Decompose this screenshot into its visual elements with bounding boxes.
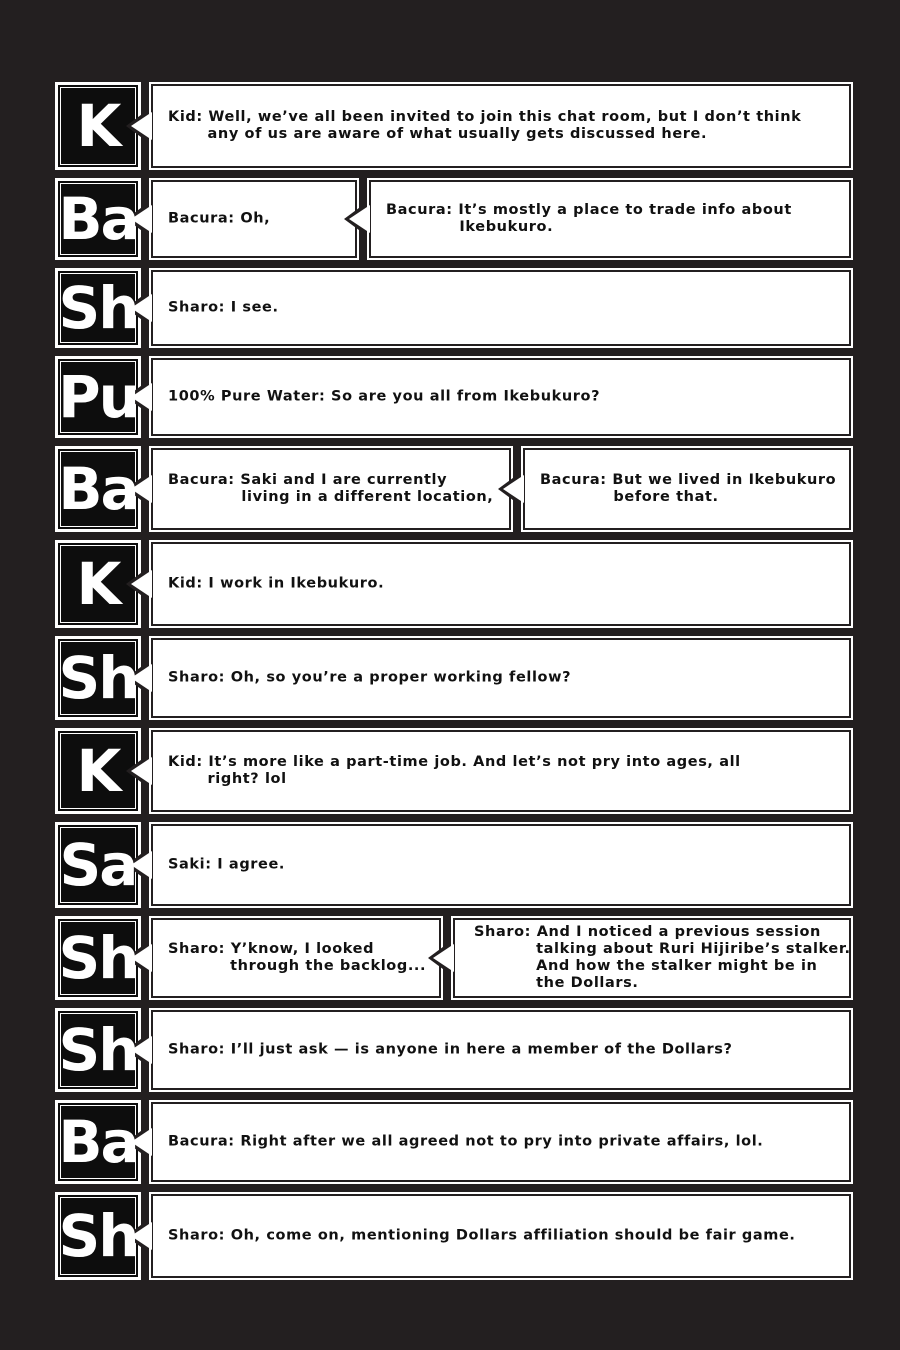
- message-text: Bacura: It’s mostly a place to trade info about Ikebukuro.: [386, 202, 792, 235]
- avatar: [55, 1008, 141, 1092]
- message-text: Bacura: Right after we all agreed not to pry into private affairs, lol.: [168, 1133, 764, 1150]
- message-bubble: [149, 82, 853, 170]
- chat-row: [55, 82, 853, 170]
- message-text: Sharo: Oh, come on, mentioning Dollars affiliation should be fair game.: [168, 1227, 796, 1244]
- avatar-initials: Sh: [58, 274, 138, 342]
- message-text: Sharo: And I noticed a previous session talking about Ruri Hijiribe’s stalker. And how the stalker might be in the Dollars.: [474, 924, 851, 991]
- message-bubble: [367, 178, 853, 260]
- chat-row: [55, 1192, 853, 1280]
- message-bubble: [149, 356, 853, 438]
- message-bubble: [149, 540, 853, 628]
- avatar-initials: Sa: [59, 831, 137, 899]
- avatar-initials: Ba: [58, 185, 138, 253]
- message-bubble: [149, 268, 853, 348]
- avatar: [55, 446, 141, 532]
- avatar-initials: K: [76, 737, 120, 805]
- avatar: [55, 822, 141, 908]
- chat-row: [55, 268, 853, 348]
- message-bubble: [149, 1008, 853, 1092]
- chat-row: [55, 1008, 853, 1092]
- message-text: Bacura: Oh,: [168, 210, 271, 227]
- chat-row: [55, 916, 853, 1000]
- chat-row: [55, 446, 853, 532]
- message-text: Sharo: I see.: [168, 299, 279, 316]
- avatar: [55, 268, 141, 348]
- message-text: Sharo: Oh, so you’re a proper working fellow?: [168, 669, 572, 686]
- chat-row: [55, 822, 853, 908]
- message-text: Sharo: I’ll just ask — is anyone in here a member of the Dollars?: [168, 1041, 733, 1058]
- message-text: Bacura: Saki and I are currently living in a different location,: [168, 472, 494, 505]
- message-text: Sharo: Y’know, I looked through the backlog...: [168, 941, 427, 974]
- message-text: Kid: I work in Ikebukuro.: [168, 575, 385, 592]
- avatar: [55, 1100, 141, 1184]
- chat-row: [55, 540, 853, 628]
- message-bubble: [149, 1100, 853, 1184]
- avatar: [55, 916, 141, 1000]
- avatar-initials: Ba: [58, 455, 138, 523]
- avatar-initials: Pu: [58, 363, 138, 431]
- avatar: [55, 636, 141, 720]
- message-bubble: [149, 178, 359, 260]
- avatar: [55, 356, 141, 438]
- chat-row: [55, 728, 853, 814]
- message-bubble: [149, 636, 853, 720]
- message-bubble: [149, 728, 853, 814]
- avatar-initials: Sh: [58, 924, 138, 992]
- message-text: Kid: It’s more like a part-time job. And let’s not pry into ages, all right? lol: [168, 754, 741, 787]
- chat-row: [55, 1100, 853, 1184]
- avatar-initials: Sh: [58, 1202, 138, 1270]
- avatar-initials: Sh: [58, 1016, 138, 1084]
- message-text: Bacura: But we lived in Ikebukuro before that.: [540, 472, 837, 505]
- avatar: [55, 1192, 141, 1280]
- chat-row: [55, 636, 853, 720]
- message-bubble: [521, 446, 853, 532]
- message-text: Kid: Well, we’ve all been invited to join this chat room, but I don’t think any of us are aware of what usually gets discussed here.: [168, 109, 802, 142]
- avatar-initials: Sh: [58, 644, 138, 712]
- message-bubble: [149, 916, 443, 1000]
- chat-row: [55, 178, 853, 260]
- message-bubble: [149, 446, 513, 532]
- message-bubble: [149, 1192, 853, 1280]
- message-bubble: [451, 916, 853, 1000]
- message-text: 100% Pure Water: So are you all from Ikebukuro?: [168, 388, 601, 405]
- avatar-initials: K: [76, 92, 120, 160]
- message-bubble: [149, 822, 853, 908]
- avatar: [55, 178, 141, 260]
- message-text: Saki: I agree.: [168, 856, 286, 873]
- avatar-initials: K: [76, 550, 120, 618]
- avatar-initials: Ba: [58, 1108, 138, 1176]
- chat-row: [55, 356, 853, 438]
